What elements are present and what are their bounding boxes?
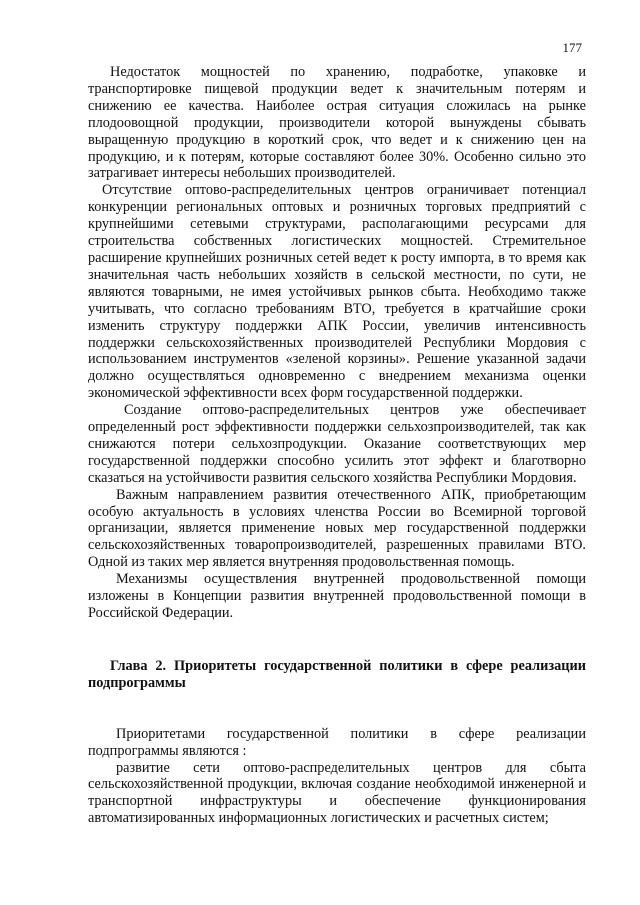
priority-item: развитие сети оптово-распределительных центров для сбыта сельскохозяйственной продукции, включая создание необходимой инженерной и транспортной инфраструктуры и обеспечение функционирования автоматизированных информационных логистических и расчетных систем; bbox=[88, 759, 586, 827]
page-number: 177 bbox=[562, 40, 582, 55]
paragraph-food-aid-mechanisms: Механизмы осуществления внутренней продовольственной помощи изложены в Концепции развития внутренней продовольственной помощи в Российской Федерации. bbox=[88, 571, 586, 621]
paragraph-centers-creation: Создание оптово-распределительных центров уже обеспечивает определенный рост эффективности поддержки сельхозпроизводителей, так как снижаются потери сельхозпродукции. Оказание соответствующих мер государственной поддержки способно усилить этот эффект и благотворно сказаться на устойчивости развития сельского хозяйства Республики Мордовия. bbox=[88, 402, 586, 486]
document-body bbox=[88, 64, 586, 827]
paragraph-wholesale-centers: Отсутствие оптово-распределительных центров ограничивает потенциал конкуренции региональных оптовых и розничных торговых предприятий с крупнейшими сетевыми структурами, располагающими ресурсами для строительства собственных логистических мощностей. Стремительное расширение крупнейших розничных сетей ведет к росту импорта, в то время как значительная часть небольших хозяйств в сельской местности, по сути, не являются товарными, не имея устойчивых рынков сбыта. Необходимо также учитывать, что согласно требованиям ВТО, требуется в кратчайшие сроки изменить структуру поддержки АПК России, увеличив интенсивность поддержки сельскохозяйственных производителей Республики Мордовия с использованием инструментов «зеленой корзины». Решение указанной задачи должно осуществляться одновременно с внедрением механизма оценки экономической эффективности всех форм государственной поддержки. bbox=[88, 182, 586, 402]
priorities-intro: Приоритетами государственной политики в сфере реализации подпрограммы являются : bbox=[88, 725, 586, 759]
paragraph-storage-shortage: Недостаток мощностей по хранению, подработке, упаковке и транспортировке пищевой продукции ведет к значительным потерям и снижению ее качества. Наиболее острая ситуация сложилась на рынке плодоовощной продукции, производители которой вынуждены сбывать выращенную продукцию в короткий срок, что ведет и к снижению цен на продукцию, и к потерям, которые составляют более 30%. Особенно сильно это затрагивает интересы небольших производителей. bbox=[88, 64, 586, 182]
chapter-heading: Глава 2. Приоритеты государственной политики в сфере реализации подпрограммы bbox=[88, 657, 586, 691]
intro-spacer bbox=[88, 692, 586, 726]
heading-spacer bbox=[88, 622, 586, 658]
paragraph-agro-direction: Важным направлением развития отечественного АПК, приобретающим особую актуальность в условиях членства России во Всемирной торговой организации, является применение новых мер государственной поддержки сельскохозяйственных товаропроизводителей, разрешенных правилами ВТО. Одной из таких мер является внутренняя продовольственная помощь. bbox=[88, 486, 586, 571]
